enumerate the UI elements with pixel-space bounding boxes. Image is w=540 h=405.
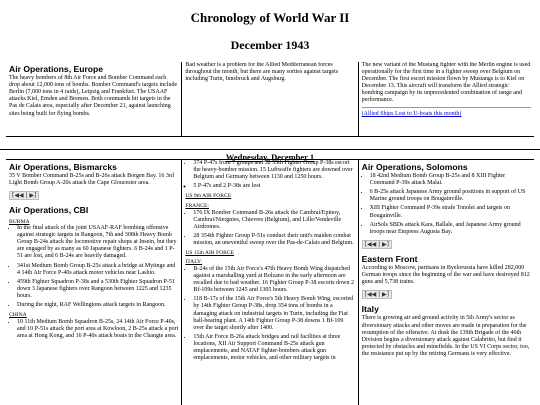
month-col-3: [358, 62, 534, 137]
entry-list: [185, 266, 354, 362]
section-heading: Air Operations, Solomons: [361, 162, 468, 172]
section-text: The heavy bombers of 8th Air Force and Bomber Command each drop about 12,000 tons of bombs. Bomber Command's targets include Berlin (7,000 tons in 4 raids), Leipzig and Frankfurt. The USAAF attacks Kiel, Emden and Bremen. Both commands hit targets in the Pas de Calais area, especially after December 21, against launching sites being built for flying bombs.: [9, 75, 178, 117]
list-item: • AirSols SBDs attack Kara, Ballale, and Japanese Army ground troops near Empress Augusta Bay.: [370, 222, 531, 236]
force-label: US 15th AIR FORCE: [185, 249, 234, 256]
region-label: BURMA: [9, 218, 30, 225]
list-item: • 28 354th Fighter Group P-51s conduct their unit's maiden combat mission, an uneventful sweep over the Pas-de-Calais and Belgium.: [193, 233, 354, 247]
entry-list: [185, 160, 354, 181]
section-heading: Air Operations, Bismarcks: [9, 162, 117, 172]
section-text: According to Moscow, partisans in Byelorussia have killed 282,000 German troops since the beginning of the war and have destroyed 812 guns and 5,738 trains.: [361, 264, 530, 286]
list-item: • In the final attack of the joint USAAF-RAF bombing offensive against strategic targets in Rangoon, 7th and 308th Heavy Bomb Group B-24s attack the locomotive repair shops at Insein, but they are engaged by as many as 60 Japanese fighters. 6 B-24s and 1 P-51 are lost, and 6 B-24s are heavily damaged.: [17, 225, 178, 260]
section-text: There is growing air and ground activity in 5th Army's sector as diversionary attacks and other moves are made in preparation for the resumption of the offensive. At dusk the 139th Brigade of the 46th Division begins a diversionary attack against Calabritto, but find it protected by obstacles and minefields. In the US VI Corps sector, too, the resistance put up by the retiring Germans is very effective.: [361, 315, 530, 357]
list-item: • B-24s of the 15th Air Force's 47th Heavy Bomb Wing dispatched against a marshalling yard at Bolzano in the early afternoon are recalled due to bad weather. 16 Fighter Group P-38 escorts down 2 Bf-109s between 1245 and 1305 hours.: [193, 266, 354, 294]
section-heading: Italy: [361, 304, 379, 315]
entry-list: [9, 319, 178, 340]
region-label: FRANCE:: [185, 202, 209, 209]
page-title: Chronology of World War II: [190, 10, 350, 25]
list-item: • 118 B-17s of the 15th Air Force's 5th Heavy Bomb Wing, escorted by 14th Fighter Group P-38s, drop 354 tons of bombs in a damaging attack on industrial targets in Turin, including the Fiat ball-bearing plant. A 14th Fighter Group P-38 downs 1 Bf-109 over the target shortly after 1400.: [193, 296, 354, 331]
list-item: ◦ 5 P-47s and 2 P-38s are lost: [193, 183, 354, 190]
force-label: US 9th AIR FORCE: [185, 193, 232, 200]
entry-list: [9, 225, 178, 309]
entry-list: [362, 173, 531, 236]
list-item: • During the night, RAF Wellingtons attack targets in Rangoon.: [17, 302, 178, 309]
section-heading: Eastern Front: [361, 253, 418, 264]
list-item: • 176 IX Bomber Command B-26s attack the Cambrai/Epinoy, Cambrai/Niergnies, Chievres (Belgium), and Lille/Vendeville Airdromes.: [193, 210, 354, 231]
section-heading: Air Operations, Europe: [9, 64, 104, 74]
month-col-2: [181, 62, 357, 137]
ships-lost-link[interactable]: (Allied Ships Lost to U-boats this month): [361, 111, 462, 118]
nav-arrows[interactable]: [◀◀ | ▶]: [9, 191, 39, 200]
section-heading: Air Operations, CBI: [9, 205, 89, 216]
day-col-3: [358, 160, 534, 405]
divider: [362, 107, 531, 108]
list-item: • XIII Fighter Command P-39s strafe Tonolei and targets on Bougainville.: [370, 205, 531, 219]
list-item: • 341st Medium Bomb Group B-25s attack a bridge at Myitnge and 4 14th Air Force P-40s attack motor vehicles near Lashio.: [17, 263, 178, 277]
nav-arrows[interactable]: [◀◀ | ▶]: [362, 240, 392, 249]
page-subtitle: December 1943: [230, 38, 310, 52]
day-col-1: [6, 160, 181, 405]
nav-arrows[interactable]: [◀◀ | ▶]: [362, 290, 392, 299]
day-entries: [6, 160, 534, 405]
section-text: Bad weather is a problem for the Allied Mediterranean forces throughout the month, but there are many sorties against targets including Turin, Innsbruck and Augsburg.: [185, 62, 339, 83]
region-label: CHINA: [9, 311, 27, 318]
day-heading: Wednesday, December 1: [0, 149, 540, 162]
day-col-2: [181, 160, 357, 405]
month-summary: [6, 62, 534, 140]
month-col-1: [6, 62, 181, 137]
list-item: • 10 11th Medium Bomb Squadron B-25s, 24 14th Air Force P-40s, and 10 P-51s attack the port area at Kowloon, 2 B-25s attack a port area at Hong Kong, and 16 P-40s attack boats in the Changte area.: [17, 319, 178, 340]
list-item: • 6 B-25s attack Japanese Army ground positions in support of US Marine ground troops on Bougainville.: [370, 189, 531, 203]
list-item: • 459th Fighter Squadron P-38s and a 530th Fighter Squadron P-51 down 3 Japanese fighters over Rangoon between 1225 and 1235 hours.: [17, 279, 178, 300]
list-item: • 15th Air Force B-26s attack bridges and rail facilities at three locations, XII Air Support Command B-25s attack gun emplacements, and NATAF fighter-bombers attack gun emplacements, motor vehicles, and other military targets in: [193, 334, 354, 362]
region-label: ITALY:: [185, 259, 203, 266]
section-text: The new variant of the Mustang fighter with the Merlin engine is used operationally for the first time in a fighter sweep over Belgium on December. The first escort mission flown by Mustangs is to Kiel on December 13. This aircraft will transform the Allied strategic bombing campaign by its unprecedented combination of range and performance.: [361, 62, 531, 104]
list-item: • 18 42nd Medium Bomb Group B-25s and 8 XIII Fighter Command P-39s attack Malai.: [370, 173, 531, 187]
list-item: • 374 P-47s from 7 groups and 52 55th Fighter Group P-38s escort the heavy-bomber mission. 15 Luftwaffe fighters are downed over Belgium and Germany between 1130 and 1250 hours.: [193, 160, 354, 181]
sub-list: [185, 183, 354, 190]
entry-list: [185, 210, 354, 247]
section-text: 35 V Bomber Command B-25s and B-26s attack Borgen Bay. 16 3rd Light Bomb Group A-20s attack the Cape Gloucester area.: [9, 173, 174, 187]
